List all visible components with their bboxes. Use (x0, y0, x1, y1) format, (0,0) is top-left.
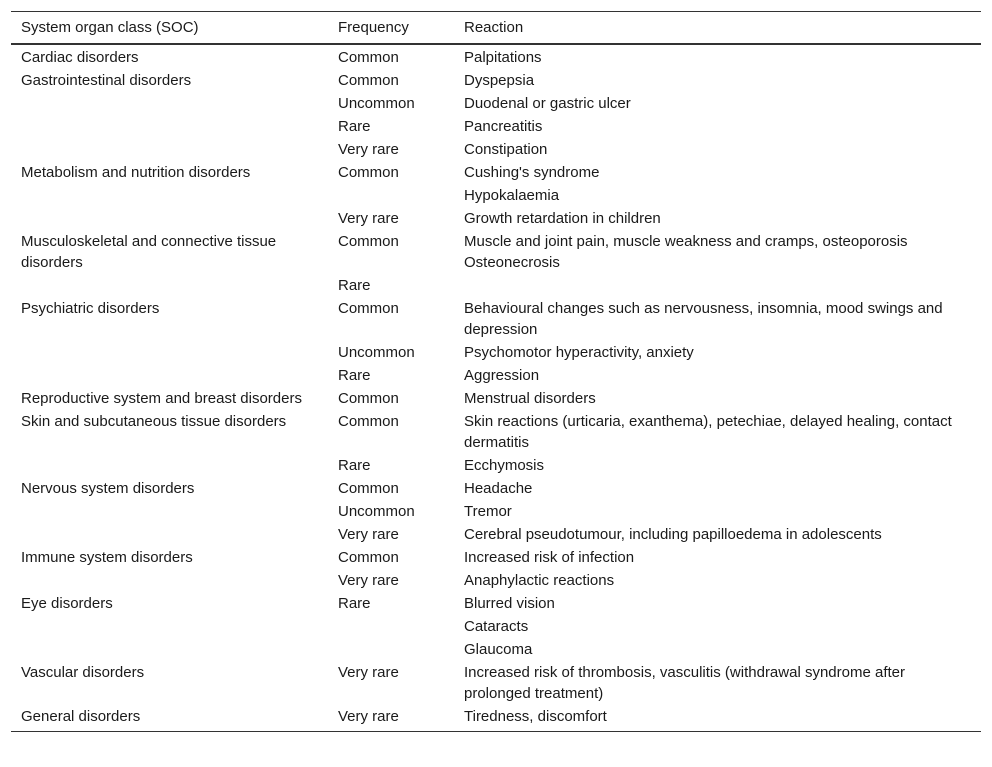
cell-reaction: Duodenal or gastric ulcer (464, 95, 631, 112)
table-row (11, 161, 981, 184)
cell-reaction: Increased risk of thrombosis, vasculitis (withdrawal syndrome after prolonged treatment) (464, 664, 905, 702)
cell-reaction: Constipation (464, 141, 548, 158)
cell-reaction: Aggression (464, 367, 540, 384)
cell-frequency: Rare (338, 457, 371, 474)
cell-soc (11, 115, 328, 138)
cell-frequency: Uncommon (338, 344, 415, 361)
cell-frequency: Very rare (338, 141, 399, 158)
cell-reaction: Pancreatitis (464, 118, 543, 135)
cell-soc: Immune system disorders (21, 549, 193, 566)
table-row (11, 230, 981, 274)
cell-reaction: Skin reactions (urticaria, exanthema), petechiae, delayed healing, contact dermatitis (464, 413, 952, 451)
header-reaction: Reaction (464, 19, 524, 36)
table-row (11, 387, 981, 410)
adverse-reactions-table (11, 11, 981, 732)
cell-reaction: Psychomotor hyperactivity, anxiety (464, 344, 694, 361)
cell-frequency: Common (338, 164, 399, 181)
cell-reaction: Palpitations (464, 49, 542, 66)
cell-reaction: Behavioural changes such as nervousness, insomnia, mood swings and depression (464, 300, 943, 338)
cell-frequency: Very rare (338, 572, 399, 589)
table-row (11, 44, 981, 69)
table-row (11, 546, 981, 569)
cell-reaction: Cataracts (464, 618, 529, 635)
cell-frequency: Common (338, 413, 399, 430)
header-frequency: Frequency (338, 19, 409, 36)
table-header (11, 12, 981, 45)
cell-soc (11, 184, 328, 207)
cell-reaction: Menstrual disorders (464, 390, 596, 407)
table-row (11, 454, 981, 477)
cell-soc: Metabolism and nutrition disorders (21, 164, 251, 181)
cell-frequency: Common (338, 480, 399, 497)
cell-soc: Gastrointestinal disorders (21, 72, 192, 89)
header-soc: System organ class (SOC) (21, 19, 199, 36)
cell-frequency: Common (338, 300, 399, 317)
cell-soc: Cardiac disorders (21, 49, 139, 66)
cell-reaction: Increased risk of infection (464, 549, 635, 566)
table-row (11, 592, 981, 615)
cell-reaction: Growth retardation in children (464, 210, 661, 227)
cell-reaction (454, 274, 981, 297)
cell-reaction: Hypokalaemia (464, 187, 560, 204)
cell-reaction: Dyspepsia (464, 72, 535, 89)
cell-soc (11, 92, 328, 115)
cell-soc (11, 638, 328, 661)
table-row (11, 115, 981, 138)
cell-soc (11, 569, 328, 592)
cell-frequency: Very rare (338, 708, 399, 725)
cell-soc (11, 523, 328, 546)
cell-frequency: Rare (338, 118, 371, 135)
cell-soc: General disorders (21, 708, 141, 725)
cell-frequency (328, 615, 454, 638)
table-row (11, 569, 981, 592)
cell-frequency: Very rare (338, 526, 399, 543)
cell-frequency: Rare (338, 367, 371, 384)
table-row (11, 274, 981, 297)
cell-frequency: Common (338, 549, 399, 566)
cell-soc (11, 500, 328, 523)
cell-soc (11, 341, 328, 364)
table-row (11, 638, 981, 661)
cell-reaction: Cushing's syndrome (464, 164, 600, 181)
cell-frequency: Very rare (338, 210, 399, 227)
cell-soc: Vascular disorders (21, 664, 145, 681)
cell-soc: Skin and subcutaneous tissue disorders (21, 413, 287, 430)
table-row (11, 207, 981, 230)
cell-frequency: Very rare (338, 664, 399, 681)
table-row (11, 341, 981, 364)
cell-soc (11, 274, 328, 297)
table-row (11, 705, 981, 732)
cell-frequency: Common (338, 49, 399, 66)
cell-reaction: Cerebral pseudotumour, including papilloedema in adolescents (464, 526, 882, 543)
adverse-reactions-table-container (11, 11, 981, 732)
table-row (11, 297, 981, 341)
table-row (11, 92, 981, 115)
cell-reaction: Tiredness, discomfort (464, 708, 607, 725)
table-row (11, 138, 981, 161)
cell-soc (11, 454, 328, 477)
table-body (11, 44, 981, 732)
cell-soc: Psychiatric disorders (21, 300, 160, 317)
table-row (11, 364, 981, 387)
cell-frequency: Uncommon (338, 503, 415, 520)
cell-frequency (328, 184, 454, 207)
cell-soc: Musculoskeletal and connective tissue disorders (21, 233, 277, 271)
cell-soc (11, 364, 328, 387)
cell-soc: Reproductive system and breast disorders (21, 390, 302, 407)
cell-reaction: Anaphylactic reactions (464, 572, 615, 589)
table-row (11, 69, 981, 92)
cell-reaction: Glaucoma (464, 641, 533, 658)
cell-frequency: Uncommon (338, 95, 415, 112)
table-row (11, 500, 981, 523)
cell-soc: Eye disorders (21, 595, 113, 612)
cell-reaction: Ecchymosis (464, 457, 545, 474)
cell-soc (11, 615, 328, 638)
header-row (11, 12, 981, 45)
cell-frequency (328, 638, 454, 661)
cell-soc (11, 207, 328, 230)
cell-frequency: Common (338, 72, 399, 89)
table-row (11, 615, 981, 638)
table-row (11, 523, 981, 546)
cell-soc (11, 138, 328, 161)
table-row (11, 410, 981, 454)
cell-soc: Nervous system disorders (21, 480, 195, 497)
cell-frequency: Rare (338, 277, 371, 294)
cell-reaction: Headache (464, 480, 533, 497)
cell-frequency: Common (338, 233, 399, 250)
cell-frequency: Rare (338, 595, 371, 612)
table-row (11, 477, 981, 500)
cell-frequency: Common (338, 390, 399, 407)
cell-reaction: Tremor (464, 503, 512, 520)
cell-reaction: Blurred vision (464, 595, 555, 612)
cell-reaction: Muscle and joint pain, muscle weakness and cramps, osteoporosis Osteonecrosis (464, 233, 908, 271)
table-row (11, 661, 981, 705)
table-row (11, 184, 981, 207)
